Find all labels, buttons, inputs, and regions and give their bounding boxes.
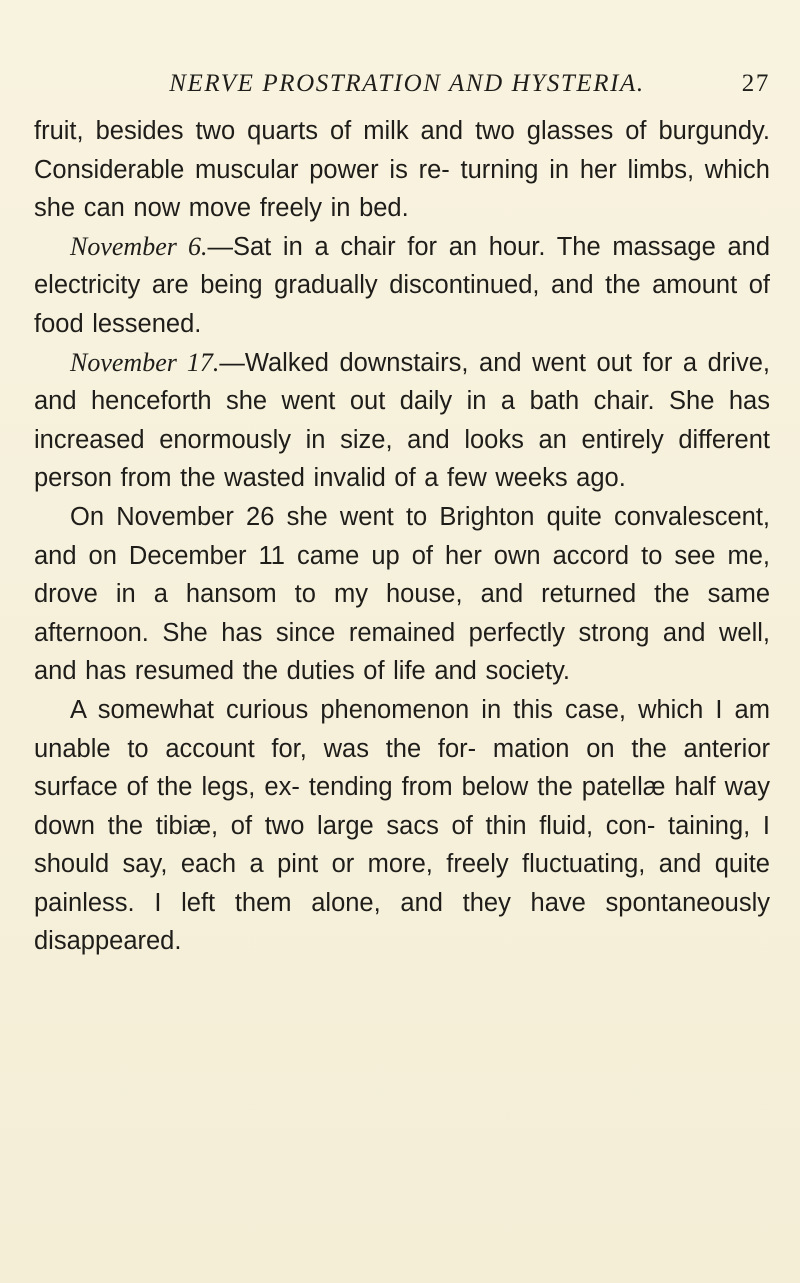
paragraph-november-6 (34, 228, 770, 344)
running-head (34, 62, 770, 106)
paragraph-text: —Sat in a chair for an hour. The massage and electricity are being gradually discontinued, and the amount of food lessened. (34, 232, 771, 338)
paragraph-convalescence (34, 498, 770, 691)
paragraph-text: fruit, besides two quarts of milk and two glasses of burgundy. Considerable muscular power is re- turning in her limbs, which she can now move freely in bed. (34, 117, 770, 223)
paragraph-november-17 (34, 344, 770, 498)
paragraph-text: A somewhat curious phenomenon in this case, which I am unable to account for, was the for- mation on the anterior surface of the legs, ex- tending from below the patellæ half way down the tibiæ, of two large sacs of thin fluid, con- taining, I should say, each a pint or more, freely fluctuating, and quite painless. I left them alone, and they have spontaneously disappeared. (34, 695, 770, 956)
entry-date: November 17. (70, 347, 220, 377)
running-title: NERVE PROSTRATION AND HYSTERIA. (169, 70, 645, 97)
entry-date: November 6. (70, 231, 208, 261)
paragraph-continuation (34, 112, 770, 228)
page-number: 27 (741, 70, 770, 97)
paragraph-phenomenon (34, 691, 770, 961)
paragraph-text: —Walked downstairs, and went out for a drive, and henceforth she went out daily in a bath chair. She has increased enormously in size, and looks an entirely different person from the wasted invalid of a few weeks ago. (34, 348, 770, 493)
body-text (34, 112, 770, 961)
paragraph-text: On November 26 she went to Brighton quite convalescent, and on December 11 came up of her own accord to see me, drove in a hansom to my house, and returned the same afternoon. She has since remained perfectly strong and well, and has resumed the duties of life and society. (34, 502, 770, 686)
